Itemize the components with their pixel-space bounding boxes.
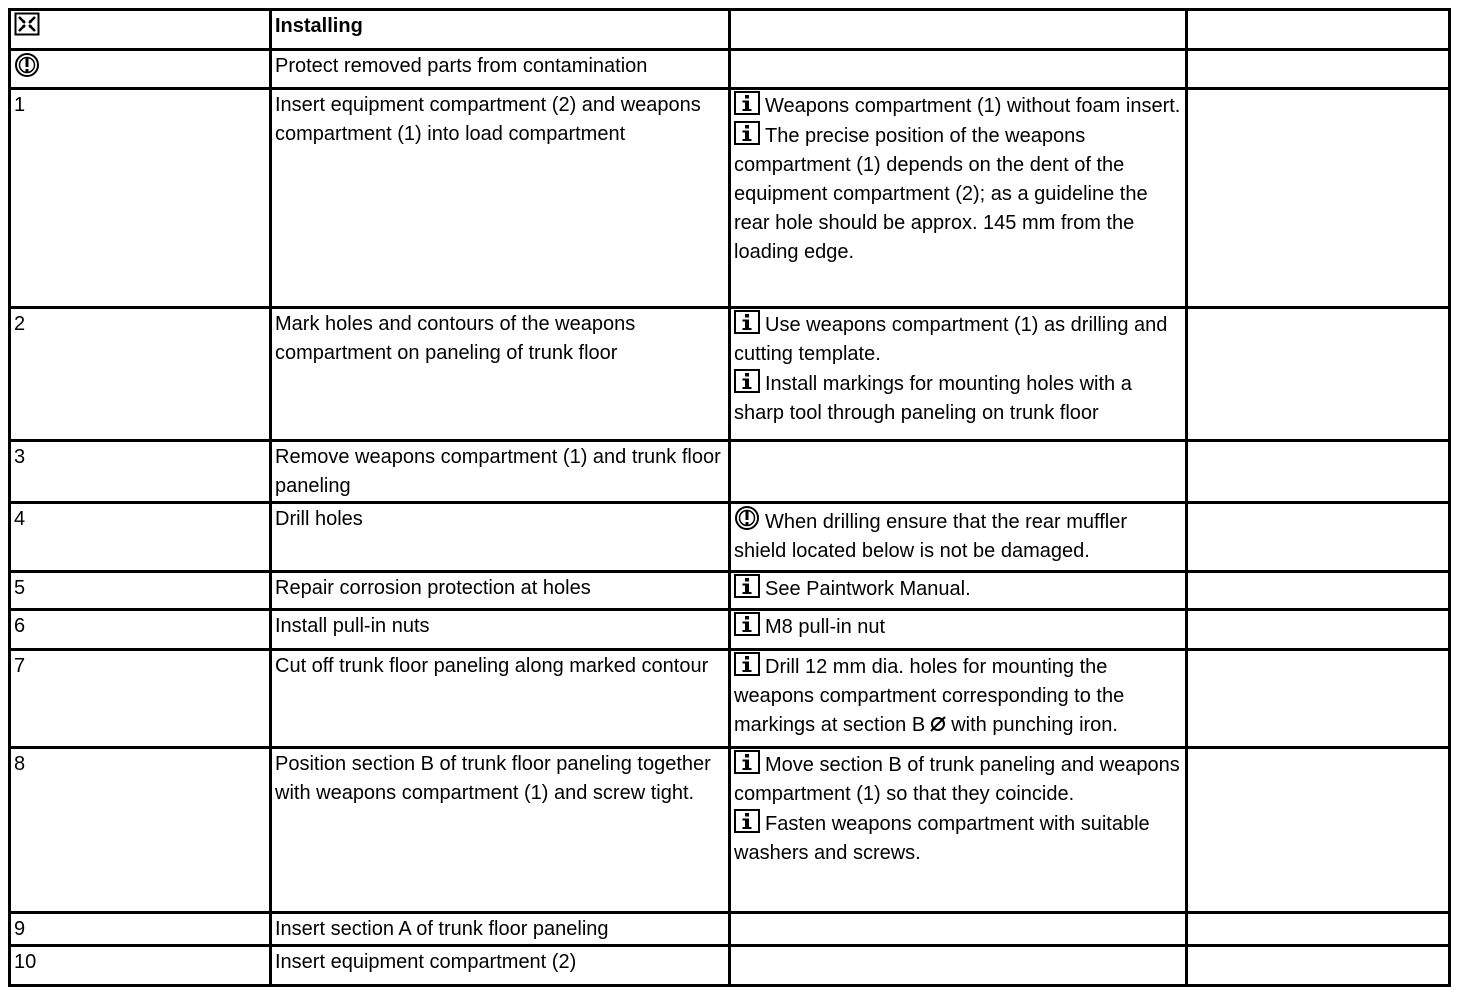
- step-notes: [730, 650, 1187, 748]
- step-notes: [730, 89, 1187, 308]
- step-number: 3: [10, 441, 271, 503]
- step-number: 5: [10, 572, 271, 610]
- step-row: [10, 441, 1450, 503]
- note-text: Install markings for mounting holes with a sharp tool through paneling on trunk floor: [734, 373, 1132, 424]
- step-number: 10: [10, 946, 271, 986]
- step-number: 9: [10, 913, 271, 946]
- note-text-after: with punching iron.: [951, 714, 1118, 736]
- info-icon: [734, 652, 760, 676]
- info-icon: [734, 310, 760, 334]
- installing-symbol-icon: [14, 12, 40, 36]
- info-icon: [734, 750, 760, 774]
- caution-icon: [734, 505, 760, 531]
- step-row: [10, 89, 1450, 308]
- step-action: Position section B of trunk floor paneling together with weapons compartment (1) and screw tight.: [271, 748, 730, 913]
- info-icon: [734, 91, 760, 115]
- step-number: 1: [10, 89, 271, 308]
- step-row: [10, 308, 1450, 441]
- note: [734, 750, 1182, 809]
- step-notes: [730, 610, 1187, 650]
- step-number: 6: [10, 610, 271, 650]
- step-action: Mark holes and contours of the weapons compartment on paneling of trunk floor: [271, 308, 730, 441]
- step-row: [10, 650, 1450, 748]
- step-notes: [730, 441, 1187, 503]
- note-text: The precise position of the weapons compartment (1) depends on the dent of the equipment compartment (2); as a guideline the rear hole should be approx. 145 mm from the loading edge.: [734, 125, 1148, 263]
- step-row: [10, 610, 1450, 650]
- step-number: 7: [10, 650, 271, 748]
- step-action: Insert section A of trunk floor paneling: [271, 913, 730, 946]
- step-row: [10, 503, 1450, 572]
- step-row: [10, 572, 1450, 610]
- note-text: See Paintwork Manual.: [765, 578, 971, 600]
- step-number: 4: [10, 503, 271, 572]
- info-icon: [734, 612, 760, 636]
- procedure-table: [8, 8, 1451, 987]
- step-notes: [730, 308, 1187, 441]
- step-action: Remove weapons compartment (1) and trunk floor paneling: [271, 441, 730, 503]
- note: [734, 91, 1182, 121]
- step-notes: [730, 572, 1187, 610]
- step-action: Install pull-in nuts: [271, 610, 730, 650]
- note-text: Use weapons compartment (1) as drilling and cutting template.: [734, 314, 1168, 365]
- step-action: Cut off trunk floor paneling along marked contour: [271, 650, 730, 748]
- header-symbol-cell: [10, 10, 271, 50]
- step-action: Drill holes: [271, 503, 730, 572]
- step-notes: [730, 503, 1187, 572]
- note: [734, 652, 1182, 742]
- note-text: When drilling ensure that the rear muffler shield located below is not be damaged.: [734, 511, 1128, 562]
- step-row: [10, 748, 1450, 913]
- step-row: [10, 913, 1450, 946]
- info-icon: [734, 369, 760, 393]
- step-number: 8: [10, 748, 271, 913]
- note: [734, 809, 1182, 868]
- step-action: Insert equipment compartment (2) and weapons compartment (1) into load compartment: [271, 89, 730, 308]
- header-row: [10, 10, 1450, 50]
- caution-text: Protect removed parts from contamination: [271, 50, 730, 89]
- steps-body: [10, 89, 1450, 986]
- info-icon: [734, 574, 760, 598]
- step-notes: [730, 913, 1187, 946]
- note-text: Move section B of trunk paneling and weapons compartment (1) so that they coincide.: [734, 754, 1180, 805]
- caution-row: [10, 50, 1450, 89]
- diameter-icon: [929, 713, 947, 742]
- step-number: 2: [10, 308, 271, 441]
- caution-icon: [14, 52, 40, 78]
- note: [734, 505, 1182, 566]
- step-action: Repair corrosion protection at holes: [271, 572, 730, 610]
- step-notes: [730, 748, 1187, 913]
- info-icon: [734, 809, 760, 833]
- note: [734, 121, 1182, 267]
- note-text: Drill 12 mm dia. holes for mounting the weapons compartment corresponding to the markings at section B: [734, 656, 1125, 736]
- info-icon: [734, 121, 760, 145]
- note: [734, 612, 1182, 642]
- step-notes: [730, 946, 1187, 986]
- note-text: Weapons compartment (1) without foam insert.: [765, 95, 1181, 117]
- note-text: Fasten weapons compartment with suitable washers and screws.: [734, 813, 1150, 864]
- step-row: [10, 946, 1450, 986]
- note-text: M8 pull-in nut: [765, 616, 886, 638]
- section-title: Installing: [271, 10, 730, 50]
- note: [734, 369, 1182, 428]
- note: [734, 310, 1182, 369]
- step-action: Insert equipment compartment (2): [271, 946, 730, 986]
- note: [734, 574, 1182, 604]
